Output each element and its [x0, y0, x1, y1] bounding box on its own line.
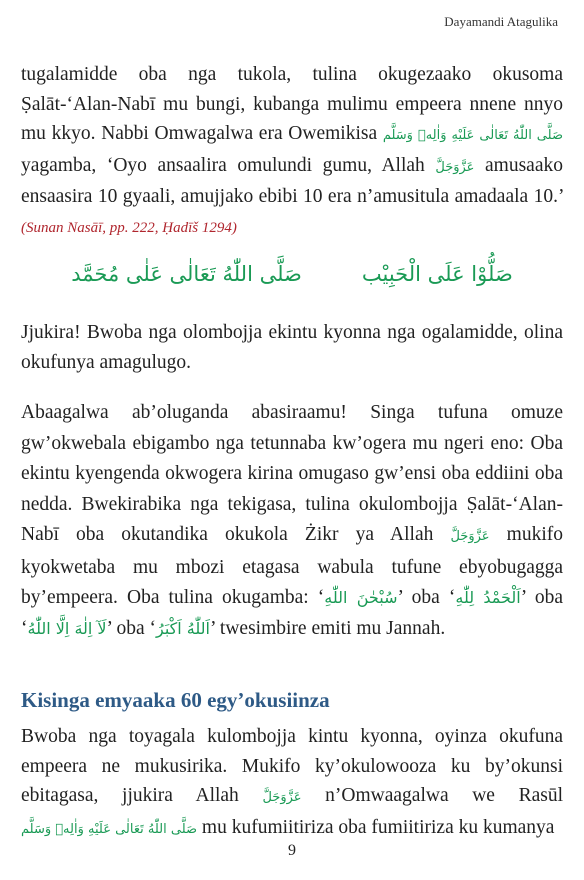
paragraph-silence — [21, 722, 563, 844]
paragraph-text: amusaako ensaasira 10 gyaali, amujjako ebibi 10 era n’amusitula amadaala 10.’ — [21, 154, 563, 207]
paragraph-reminder — [21, 318, 563, 377]
subhanallah-calligraphy: سُبْحٰنَ اللّٰهِ — [324, 588, 398, 607]
paragraph-text: ’ oba ‘ — [21, 587, 563, 639]
paragraph-text: Bwoba nga toyagala kulombojja kintu kyonna, oyinza okufuna empeera ne mukusirika. Mukifo ky’okulowooza ku by’okunsi ebitagasa, jjukira Allah — [21, 726, 563, 806]
azza-wajal-calligraphy: عَزَّوَجَلَّ — [435, 159, 475, 175]
paragraph-text: Jjukira! Bwoba nga olombojja ekintu kyonna nga ogalamidde, olina okufunya amagulugo. — [21, 322, 563, 373]
alhamdulillah-calligraphy: اَلْحَمْدُ لِلّٰهِ — [455, 588, 521, 607]
salawat-calligraphy: صَلَّى اللّٰهُ تَعَالٰی عَلَيْهِ وَاٰلِهٖ وَسَلَّم — [21, 821, 198, 837]
running-header: Dayamandi Atagulika — [444, 14, 558, 29]
paragraph-text: ’ oba ‘ — [397, 587, 456, 608]
hadith-citation: (Sunan Nasāī, pp. 222, Ḥadīš 1294) — [21, 219, 237, 236]
paragraph-text: tugalamidde oba nga tukola, tulina okugezaako okusoma Ṣalāt-‘Alan-Nabī mu bungi, kubanga mulimu empeera nnene nnyo mu kkyo. Nabbi Omwagalwa era Owemikisa — [21, 64, 563, 144]
paragraph-text: mu kufumiitiriza oba fumiitiriza ku kumanya — [197, 816, 555, 838]
salawat-line — [0, 262, 584, 286]
azza-wajal-calligraphy: عَزَّوَجَلَّ — [450, 529, 490, 544]
paragraph-text: mukifo kyokwetaba mu mbozi etagasa wabula tufune ebyobugagga by’empeera. Oba tulina okugamba: ‘ — [21, 524, 563, 608]
la-ilaha-illallah-calligraphy: لَآ اِلٰهَ اِلَّا اللّٰهُ — [27, 618, 107, 638]
salawat-part-2: صَلَّى اللّٰهُ تَعَالٰى عَلٰى مُحَمَّد — [71, 262, 302, 286]
paragraph-advice — [21, 398, 563, 644]
section-heading: Kisinga emyaaka 60 egy’okusiinza — [21, 688, 330, 712]
paragraph-hadith — [21, 60, 563, 243]
paragraph-text: yagamba, ‘Oyo ansaalira omulundi gumu, Allah — [21, 154, 436, 176]
paragraph-text: Abaagalwa ab’oluganda abasiraamu! Singa tufuna omuze gw’okwebala ebigambo nga tetunnaba kw’ogera mu ngeri eno: Oba ekintu kyengenda okwogera kirina omugaso gw’ensi oba eddiini oba nedda. Bwekirabika nga tekigasa, tulina okulombojja Ṣalāt-‘Alan-Nabī oba okutandika okukola Żikr ya Allah — [21, 402, 563, 545]
salawat-calligraphy: صَلَّى اللّٰهُ تَعَالٰی عَلَيْهِ وَاٰلِهٖ وَسَلَّم — [382, 128, 563, 143]
azza-wajal-calligraphy: عَزَّوَجَلَّ — [262, 790, 302, 805]
paragraph-text: n’Omwaagalwa we Rasūl — [301, 785, 563, 806]
paragraph-text: ’ oba ‘ — [106, 617, 156, 639]
salawat-part-1: صَلُّوْا عَلَى الْحَبِيْب — [361, 262, 513, 286]
allahu-akbar-calligraphy: اَللّٰهُ اَكْبَرُ — [156, 618, 210, 638]
page-number: 9 — [288, 842, 296, 859]
paragraph-text: ’ twesimbire emiti mu Jannah. — [210, 617, 446, 639]
